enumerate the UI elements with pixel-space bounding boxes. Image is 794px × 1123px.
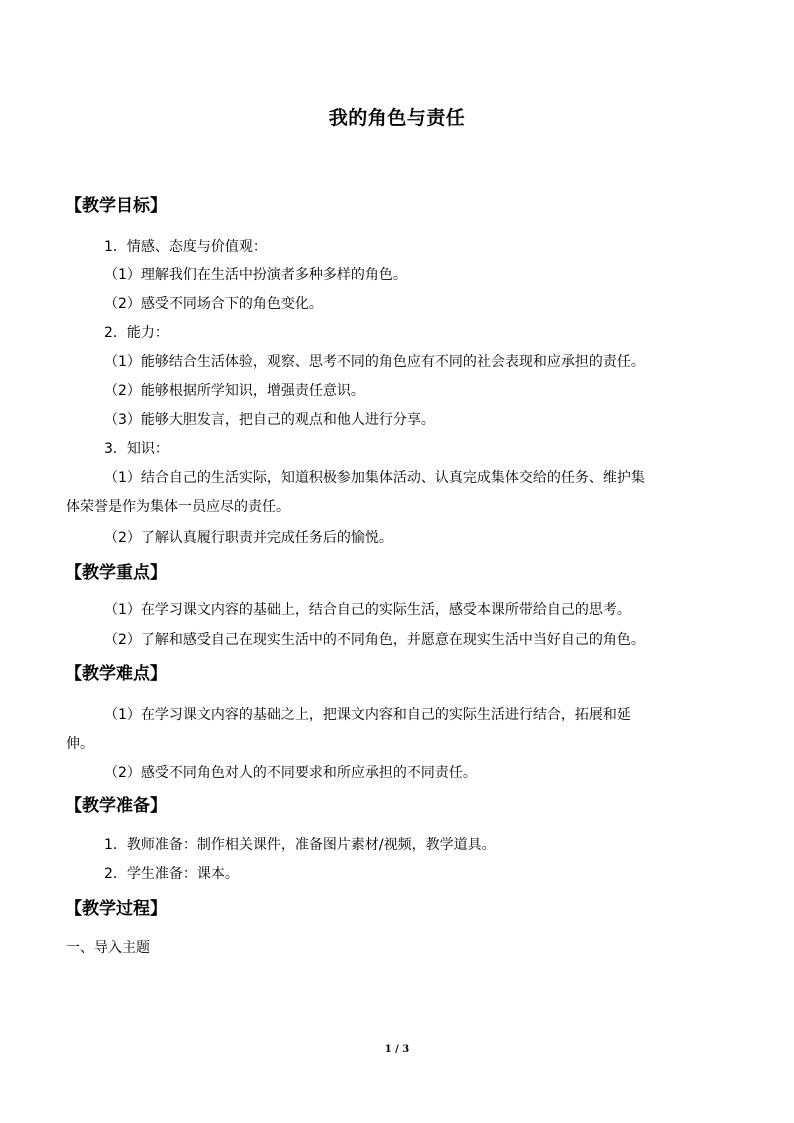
process-line: 一、导入主题 <box>66 940 150 956</box>
objectives-line: （2）能够根据所学知识，增强责任意识。 <box>104 383 365 399</box>
objectives-line: 1．情感、态度与价值观： <box>104 239 267 255</box>
objectives-line: （3）能够大胆发言，把自己的观点和他人进行分享。 <box>104 412 435 428</box>
section-heading-key-points: 【教学重点】 <box>65 563 167 583</box>
objectives-line: （2）感受不同场合下的角色变化。 <box>104 296 323 312</box>
difficulties-line: 伸。 <box>66 736 94 752</box>
objectives-line: 体荣誉是作为集体一员应尽的责任。 <box>66 499 290 515</box>
difficulties-line: （2）感受不同角色对人的不同要求和所应承担的不同责任。 <box>104 765 477 781</box>
key-points-line: （1）在学习课文内容的基础上，结合自己的实际生活，感受本课所带给自己的思考。 <box>104 602 631 618</box>
key-points-line: （2）了解和感受自己在现实生活中的不同角色，并愿意在现实生活中当好自己的角色。 <box>104 632 645 648</box>
objectives-line: （1）结合自己的生活实际，知道积极参加集体活动、认真完成集体交给的任务、维护集 <box>104 470 645 486</box>
section-heading-process: 【教学过程】 <box>65 899 167 919</box>
objectives-line: （1）理解我们在生活中扮演者多种多样的角色。 <box>104 267 407 283</box>
difficulties-line: （1）在学习课文内容的基础之上，把课文内容和自己的实际生活进行结合，拓展和延 <box>104 707 631 723</box>
section-heading-difficulties: 【教学难点】 <box>65 664 167 684</box>
section-heading-preparation: 【教学准备】 <box>65 796 167 816</box>
objectives-line: （2）了解认真履行职责并完成任务后的愉悦。 <box>104 530 393 546</box>
page-number: 1 / 3 <box>384 1044 410 1055</box>
objectives-line: （1）能够结合生活体验，观察、思考不同的角色应有不同的社会表现和应承担的责任。 <box>104 354 645 370</box>
document-title: 我的角色与责任 <box>328 107 466 129</box>
preparation-line: 2．学生准备：课本。 <box>104 866 239 882</box>
section-heading-objectives: 【教学目标】 <box>65 196 167 216</box>
preparation-line: 1．教师准备：制作相关课件，准备图片素材/视频，教学道具。 <box>104 837 496 853</box>
objectives-line: 3．知识： <box>104 441 169 457</box>
objectives-line: 2．能力： <box>104 325 169 341</box>
